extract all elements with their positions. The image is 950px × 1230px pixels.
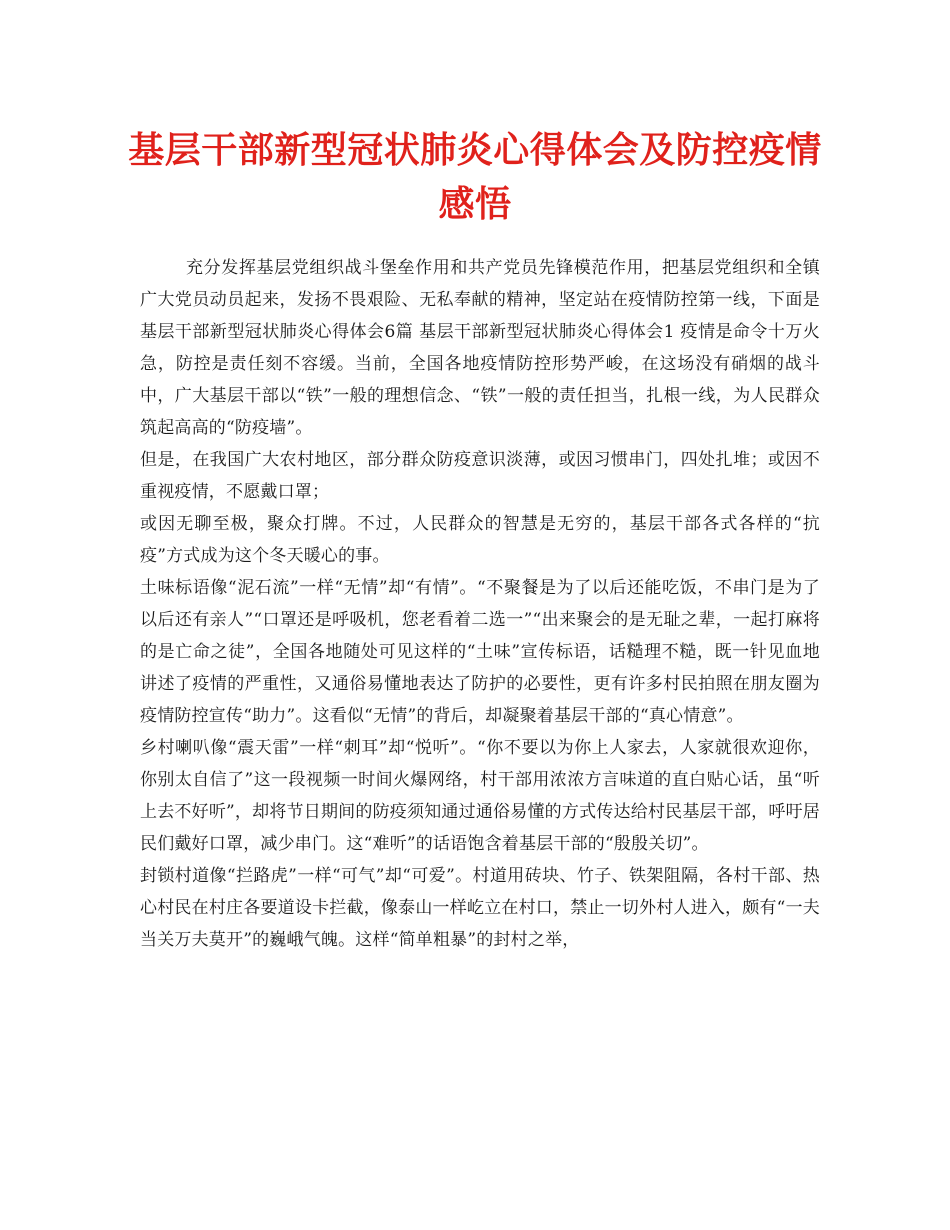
paragraph-rural-awareness: 但是，在我国广大农村地区，部分群众防疫意识淡薄，或因习惯串门，四处扎堆；或因不重视疫情，不愿戴口罩；	[140, 450, 820, 502]
paragraph-road-block: 封锁村道像“拦路虎”一样“可气”却“可爱”。村道用砖块、竹子、铁架阻隔，各村干部、热心村民在村庄各要道设卡拦截，像泰山一样屹立在村口，禁止一切外村人进入，颇有“一夫当关万夫莫开”的巍峨气魄。这样“简单粗暴”的封村之举，	[140, 866, 820, 950]
document-body	[140, 252, 820, 956]
paragraph-slogans: 土味标语像“泥石流”一样“无情”却“有情”。“不聚餐是为了以后还能吃饭，不串门是为了以后还有亲人”“口罩还是呼吸机，您老看着二选一”“出来聚会的是无耻之辈，一起打麻将的是亡命之徒”，全国各地随处可见这样的“土味”宣传标语，话糙理不糙，既一针见血地讲述了疫情的严重性，又通俗易懂地表达了防护的必要性，更有许多村民拍照在朋友圈为疫情防控宣传“助力”。这看似“无情”的背后，却凝聚着基层干部的“真心情意”。	[140, 578, 820, 726]
paragraph-loudspeaker: 乡村喇叭像“震天雷”一样“刺耳”却“悦听”。“你不要以为你上人家去，人家就很欢迎你，你别太自信了”这一段视频一时间火爆网络，村干部用浓浓方言味道的直白贴心话，虽“听上去不好听”，却将节日期间的防疫须知通过通俗易懂的方式传达给村民基层干部，呼吁居民们戴好口罩，减少串门。这“难听”的话语饱含着基层干部的“殷殷关切”。	[140, 738, 820, 854]
paragraph-intro: 充分发挥基层党组织战斗堡垒作用和共产党员先锋模范作用，把基层党组织和全镇广大党员动员起来，发扬不畏艰险、无私奉献的精神，坚定站在疫情防控第一线，下面是基层干部新型冠状肺炎心得体会6篇 基层干部新型冠状肺炎心得体会1 疫情是命令十万火急，防控是责任刻不容缓。当前，全国各地疫情防控形势严峻，在这场没有硝烟的战斗中，广大基层干部以“铁”一般的理想信念、“铁”一般的责任担当，扎根一线，为人民群众筑起高高的“防疫墙”。	[140, 258, 820, 438]
paragraph-wisdom: 或因无聊至极，聚众打牌。不过，人民群众的智慧是无穷的，基层干部各式各样的“抗疫”方式成为这个冬天暖心的事。	[140, 514, 820, 566]
page-title: 基层干部新型冠状肺炎心得体会及防控疫情感悟	[128, 130, 822, 225]
